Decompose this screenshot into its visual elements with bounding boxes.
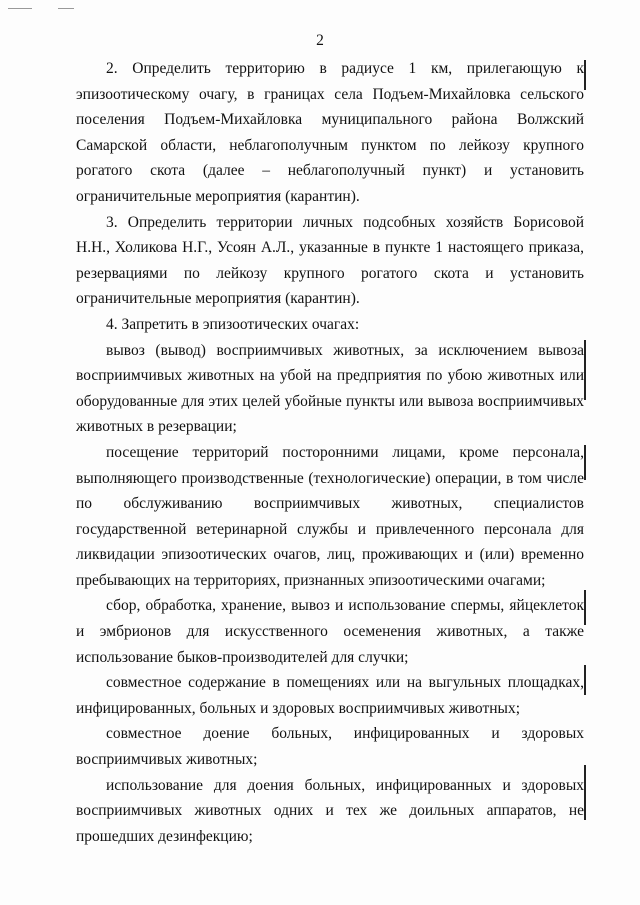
scan-edge-line xyxy=(584,340,586,400)
prohibition-joint-keeping: совместное содержание в помещениях или на выгульных площадках, инфицированных, больных и здоровых восприимчивых животных; xyxy=(76,674,584,717)
paragraph-item-4: 4. Запретить в эпизоотических очагах: xyxy=(106,315,360,333)
scan-artifact xyxy=(58,8,74,9)
prohibition-visiting-territory: посещение территорий посторонними лицами, кроме персонала, выполняющего производственные (технологические) операции, в том числе по обслуживанию восприимчивых животных, специалистов государственной ветеринарной службы и привлеченного персонала для ликвидации эпизоотических очагов, лиц, проживающих и (или) временно пребывающих на территориях, признанных эпизоотическими очагами; xyxy=(76,443,584,589)
scan-edge-line xyxy=(584,665,586,695)
prohibition-shared-milking-machines: использование для доения больных, инфицированных и здоровых восприимчивых животных одних и тех же доильных аппаратов, не прошедших дезинфекцию; xyxy=(76,776,584,845)
scan-artifact xyxy=(8,8,32,9)
prohibition-export-animals: вывоз (вывод) восприимчивых животных, за исключением вывоза восприимчивых животных на убой на предприятия по убою животных или оборудованные для этих целей убойные пункты или вывоза восприимчивых животных в резервации; xyxy=(76,341,584,436)
prohibition-joint-milking: совместное доение больных, инфицированных и здоровых восприимчивых животных; xyxy=(76,725,584,769)
scan-edge-line xyxy=(584,60,586,90)
paragraph-item-3: 3. Определить территории личных подсобных хозяйств Борисовой Н.Н., Холикова Н.Г., Усоян А.Л., указанные в пункте 1 настоящего приказа, резервациями по лейкозу крупного рогатого скота и установить ограничительные мероприятия (карантин). xyxy=(76,213,584,308)
scan-edge-line xyxy=(584,765,586,820)
scan-edge-line xyxy=(584,445,586,480)
document-body xyxy=(76,56,584,849)
prohibition-semen-collection: сбор, обработка, хранение, вывоз и использование спермы, яйцеклеток и эмбрионов для искусственного осеменения животных, а также использование быков-производителей для случки; xyxy=(76,597,584,666)
page-number: 2 xyxy=(316,32,324,49)
paragraph-item-2: 2. Определить территорию в радиусе 1 км, прилегающую к эпизоотическому очагу, в границах села Подъем-Михайловка сельского поселения Подъем-Михайловка муниципального района Волжский Самарской области, неблагополучным пунктом по лейкозу крупного рогатого скота (далее – неблагополучный пункт) и установить ограничительные мероприятия (карантин). xyxy=(76,60,584,205)
scan-edge-line xyxy=(584,590,586,625)
